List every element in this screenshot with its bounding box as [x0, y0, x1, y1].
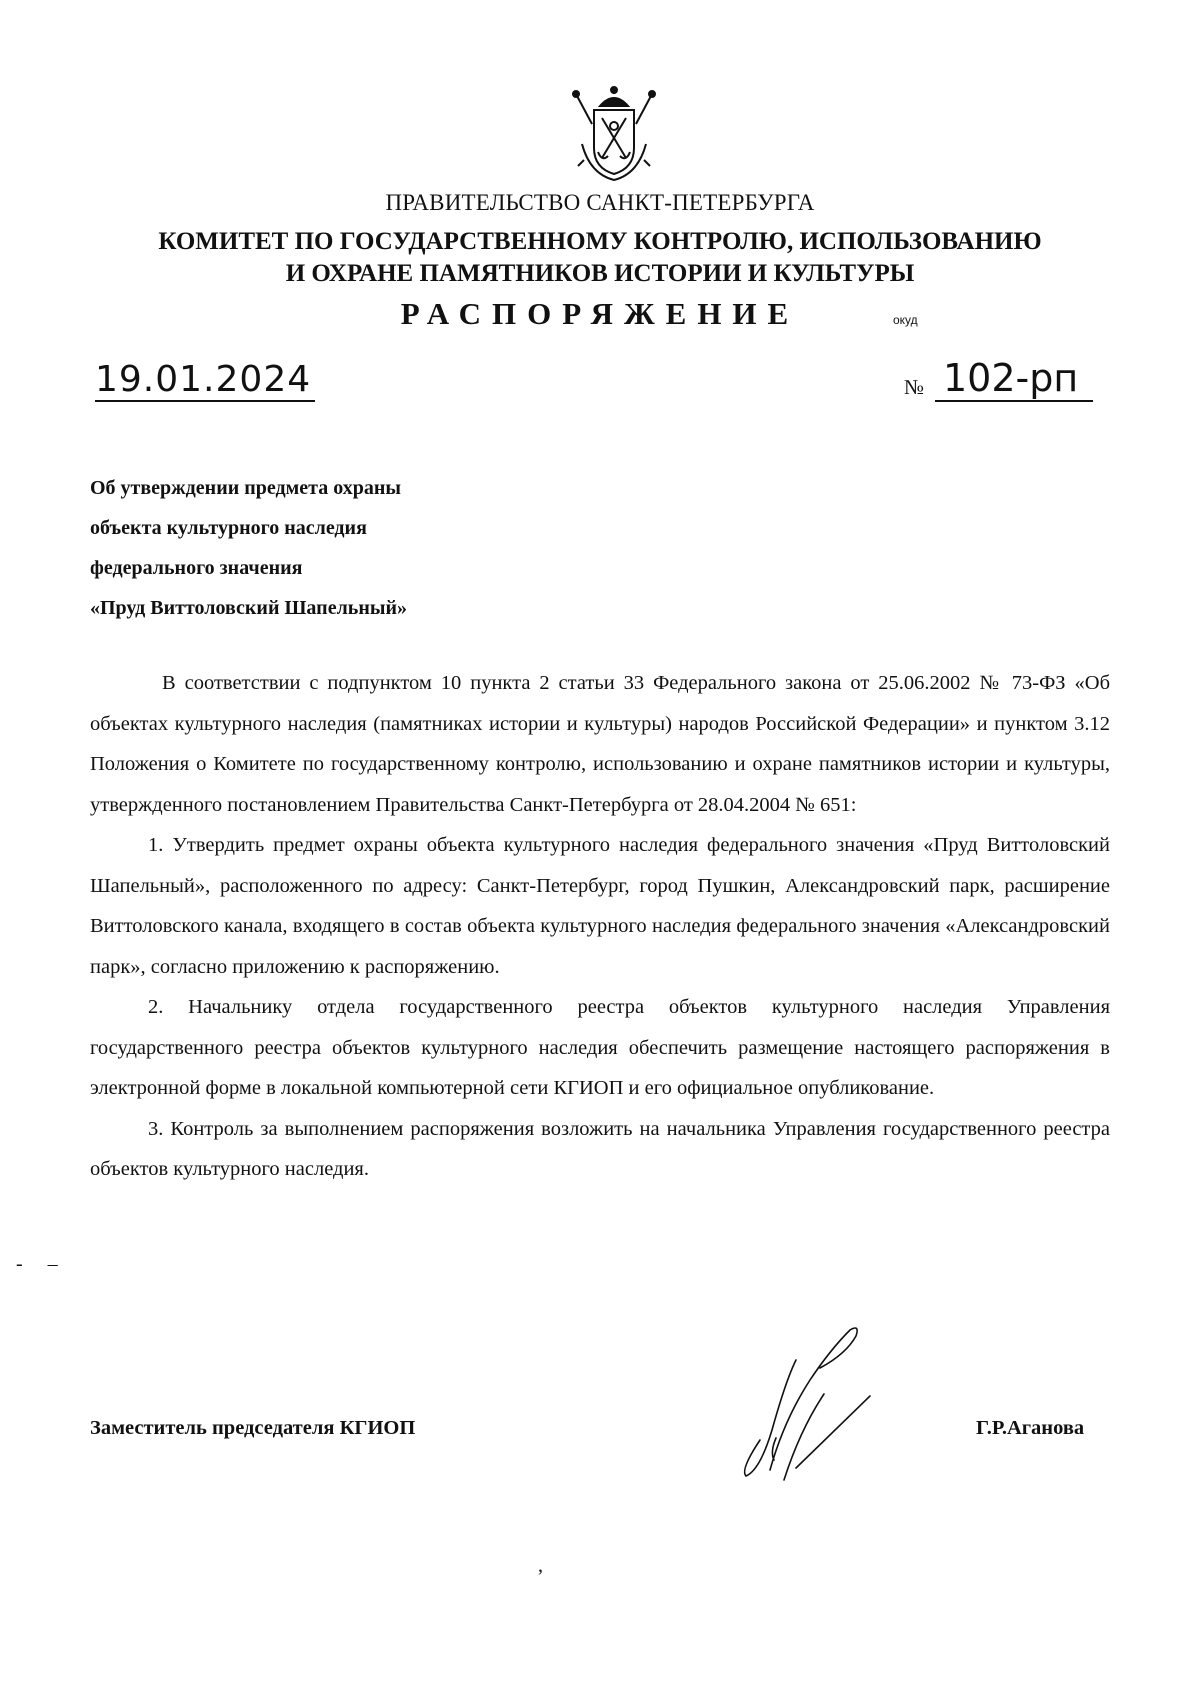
government-name: ПРАВИТЕЛЬСТВО САНКТ-ПЕТЕРБУРГА: [385, 190, 815, 215]
document-type-title: РАСПОРЯЖЕНИЕ: [400, 296, 800, 331]
document-date: 19.01.2024: [95, 360, 315, 402]
intro-paragraph: В соответствии с подпунктом 10 пункта 2 статьи 33 Федерального закона от 25.06.2002 № 73-ФЗ «Об объектах культурного наследия (памятниках истории и культуры) народов Российской Федерации» и пунктом 3.12 Положения о Комитете по государственному контролю, использованию и охране памятников истории и культуры, утвержденного постановлением Правительства Санкт-Петербурга от 28.04.2004 № 651:: [90, 672, 1110, 816]
subject-line: объекта культурного наследия: [90, 517, 367, 539]
okud-label: окуд: [893, 313, 918, 327]
document-number: 102-рп: [935, 356, 1093, 402]
handwritten-signature: [700, 1320, 880, 1490]
subject-line: «Пруд Виттоловский Шапельный»: [90, 597, 408, 619]
item-2-paragraph: 2. Начальнику отдела государственного реестра объектов культурного наследия Управления государственного реестра объектов культурного наследия обеспечить размещение настоящего распоряжения в электронной форме в локальной компьютерной сети КГИОП и его официальное опубликование.: [90, 996, 1110, 1099]
committee-name-line-1: КОМИТЕТ ПО ГОСУДАРСТВЕННОМУ КОНТРОЛЮ, ИСПОЛЬЗОВАНИЮ: [158, 228, 1042, 255]
bottom-tick-mark: ʼ: [537, 1566, 544, 1588]
margin-dash-mark: - –: [16, 1253, 68, 1275]
coat-of-arms-icon: [570, 84, 658, 184]
number-sign: №: [904, 375, 925, 399]
subject-line: Об утверждении предмета охраны: [90, 477, 401, 499]
document-subject: [90, 468, 590, 628]
subject-line: федерального значения: [90, 557, 303, 579]
item-3-paragraph: 3. Контроль за выполнением распоряжения возложить на начальника Управления государственного реестра объектов культурного наследия.: [90, 1117, 1110, 1180]
committee-name-line-2: И ОХРАНЕ ПАМЯТНИКОВ ИСТОРИИ И КУЛЬТУРЫ: [285, 260, 915, 287]
document-body: [90, 663, 1110, 1190]
signatory-name: Г.Р.Аганова: [976, 1417, 1085, 1439]
item-1-paragraph: 1. Утвердить предмет охраны объекта культурного наследия федерального значения «Пруд Виттоловский Шапельный», расположенного по адресу: Санкт-Петербург, город Пушкин, Александровский парк, расширение Виттоловского канала, входящего в состав объекта культурного наследия федерального значения «Александровский парк», согласно приложению к распоряжению.: [90, 834, 1110, 978]
signatory-position: Заместитель председателя КГИОП: [90, 1417, 416, 1439]
committee-name: [0, 226, 1200, 290]
